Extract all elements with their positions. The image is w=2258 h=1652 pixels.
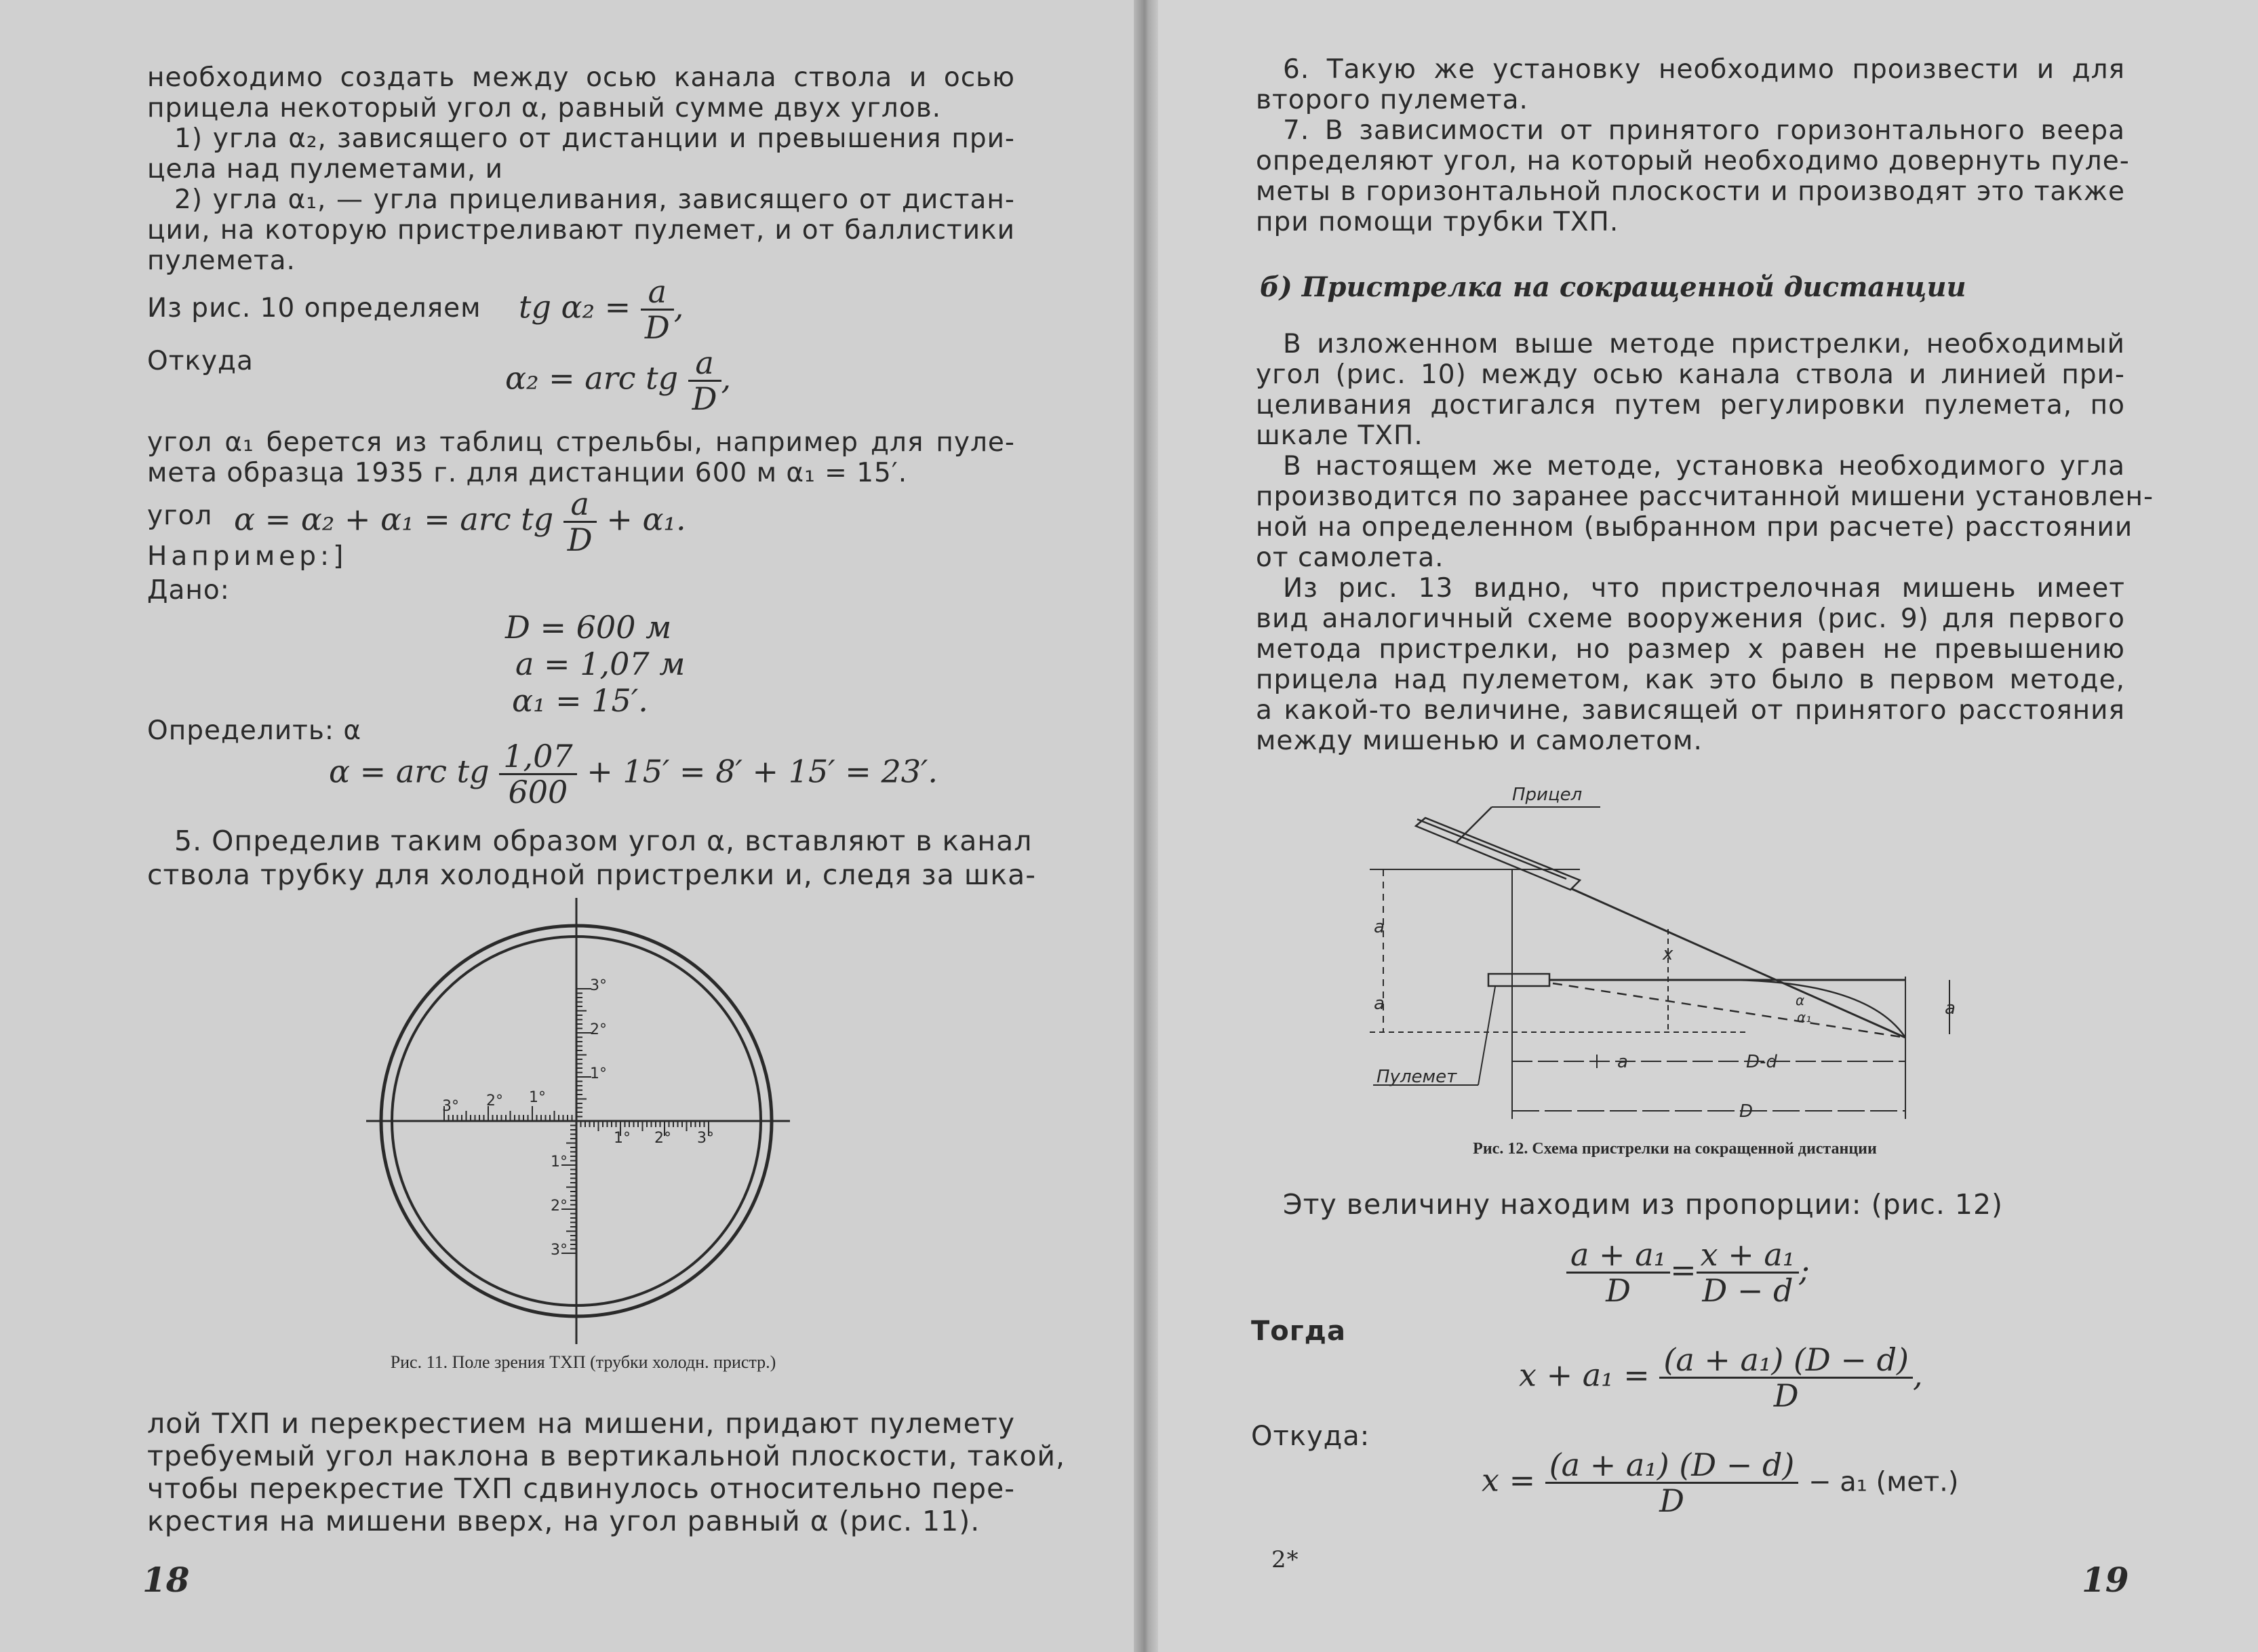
- text-line: лой ТХП и перекрестием на мишени, придают пулемету: [147, 1407, 1015, 1440]
- denominator: D: [1606, 1272, 1631, 1309]
- fig11-label: 3°: [551, 1242, 568, 1259]
- fig12-label-a-top: a: [1374, 917, 1385, 937]
- fig11-label: 1°: [529, 1089, 546, 1106]
- fig12-label-alpha1: α₁: [1797, 1009, 1812, 1025]
- given-line: α₁ = 15′.: [512, 682, 648, 719]
- text-line: ции, на которую пристреливают пулемет, и от баллистики: [147, 215, 1015, 245]
- left-paragraph-step5: [147, 824, 1037, 892]
- formula-tail: ,: [721, 359, 732, 397]
- text-otkuda-right: Откуда:: [1251, 1421, 1370, 1452]
- text-togda: Тогда: [1251, 1316, 1346, 1347]
- text-line: 7. В зависимости от принятого горизонтального веера: [1283, 115, 2125, 146]
- text-dano: Дано:: [147, 575, 230, 606]
- text-line: 1) угла α₂, зависящего от дистанции и превышения при-: [174, 123, 1015, 154]
- text-line: Из рис. 13 видно, что пристрелочная мишень имеет: [1283, 573, 2125, 604]
- text-line: 5. Определив таким образом угол α, вставляют в канал: [174, 825, 1033, 857]
- text-line: от самолета.: [1256, 543, 1444, 573]
- text-line: цела над пулеметами, и: [147, 154, 503, 184]
- fig12-label-a-dim: a: [1617, 1052, 1628, 1072]
- formula-lhs: x + a₁ =: [1519, 1356, 1650, 1394]
- text-line: прицела некоторый угол α, равный сумме двух углов.: [147, 93, 942, 123]
- formula-tail: ,: [1913, 1356, 1923, 1394]
- fraction: [1545, 1448, 1799, 1518]
- denominator: D: [567, 522, 593, 558]
- numerator: a + a₁: [1566, 1238, 1670, 1274]
- numerator: a: [641, 275, 674, 311]
- fig12-label-Dd-dim: D-d: [1746, 1052, 1777, 1072]
- text-iz-ris: Из рис. 10 определяем: [147, 293, 481, 323]
- denominator: D: [644, 309, 670, 346]
- fig11-label: 1°: [551, 1154, 568, 1171]
- text-line: мета образца 1935 г. для дистанции 600 м α₁ = 15′.: [147, 458, 908, 488]
- numerator: a: [563, 487, 597, 523]
- fig12-label-alpha: α: [1796, 992, 1805, 1008]
- formula-x: [1482, 1448, 1958, 1518]
- text-ugol: угол: [147, 500, 213, 531]
- formula-arctg: [505, 346, 731, 416]
- text-line: В настоящем же методе, установка необходимого угла: [1283, 451, 2125, 481]
- given-line: D = 600 м: [505, 609, 672, 646]
- text-line: между мишенью и самолетом.: [1256, 726, 1703, 756]
- fig11-label: 2°: [551, 1198, 568, 1215]
- text-line: вид аналогичный схеме вооружения (рис. 9) для первого: [1256, 604, 2125, 634]
- text-line: прицела над пулеметом, как это было в первом методе,: [1256, 665, 2125, 695]
- fig11-label: 3°: [590, 977, 607, 994]
- fig12-pulemet-leader: [1478, 987, 1495, 1085]
- left-paragraph-angle: [147, 427, 1015, 488]
- formula-tail: + α₁.: [606, 500, 686, 538]
- text-line: определяют угол, на который необходимо довернуть пуле-: [1256, 146, 2130, 176]
- fig12-dashed-trajectory: [1553, 983, 1905, 1038]
- denominator: D: [692, 380, 717, 417]
- text-naprimer: Например:]: [147, 541, 348, 572]
- denominator: D: [1773, 1377, 1799, 1414]
- text-line: угол α₁ берется из таблиц стрельбы, например для пуле-: [147, 427, 1015, 458]
- formula-lhs: α = α₂ + α₁ = arc tg: [234, 500, 554, 538]
- book-spine: [1134, 0, 1158, 1652]
- formula-tail: − a₁ (мет.): [1808, 1466, 1959, 1498]
- fig11-label: 1°: [614, 1130, 631, 1147]
- denominator: D: [1659, 1482, 1684, 1519]
- numerator: a: [688, 346, 721, 382]
- fraction-left: [1566, 1238, 1670, 1307]
- text-line: 6. Такую же установку необходимо произвести и для: [1283, 54, 2125, 85]
- left-paragraph-intro: [147, 62, 1015, 276]
- fraction: [499, 739, 576, 809]
- fig12-label-a-bottom: a: [1374, 994, 1385, 1014]
- numerator: (a + a₁) (D − d): [1659, 1343, 1913, 1379]
- text-line: чтобы перекрестие ТХП сдвинулось относительно пере-: [147, 1472, 1015, 1505]
- fig12-caption: Рис. 12. Схема пристрелки на сокращенной дистанции: [1473, 1140, 1877, 1158]
- fraction: [1659, 1343, 1913, 1413]
- denominator: D − d: [1702, 1272, 1794, 1309]
- formula-tail: ,: [673, 288, 684, 326]
- formula-lhs: tg α₂ =: [519, 288, 631, 326]
- formula-proportion: [1566, 1238, 1810, 1307]
- formula-lhs: α = arc tg: [329, 753, 490, 790]
- fig11-label: 3°: [442, 1098, 459, 1115]
- text-line: крестия на мишени вверх, на угол равный α (рис. 11).: [147, 1505, 981, 1537]
- formula-eq: =: [1670, 1251, 1697, 1289]
- fig11-label: 3°: [697, 1130, 714, 1147]
- text-proportion: Эту величину находим из пропорции: (рис. 12): [1283, 1188, 2004, 1221]
- fig12-label-x: x: [1663, 944, 1673, 964]
- numerator: 1,07: [499, 739, 576, 775]
- fraction-right: [1697, 1238, 1800, 1307]
- text-line: меты в горизонтальной плоскости и производят это также: [1256, 176, 2125, 207]
- text-line: пулемета.: [147, 245, 296, 276]
- fig11-caption: Рис. 11. Поле зрения ТХП (трубки холодн. пристр.): [390, 1352, 776, 1372]
- text-otkuda: Откуда: [147, 346, 254, 376]
- formula-tail: ;: [1799, 1251, 1810, 1289]
- fig12-gun-barrel: [1488, 974, 1549, 986]
- numerator: x + a₁: [1697, 1238, 1800, 1274]
- fig11-field-of-view: [366, 895, 800, 1343]
- fig12-label-pulemet: Пулемет: [1376, 1067, 1457, 1087]
- fig12-diagram: [1376, 780, 1973, 1139]
- formula-result: [329, 739, 938, 809]
- left-page-number: 18: [142, 1560, 190, 1600]
- text-line: второго пулемета.: [1256, 85, 1528, 115]
- fig11-label: 2°: [486, 1093, 503, 1109]
- formula-lhs: x =: [1482, 1461, 1536, 1499]
- section-heading: б) Пристрелка на сокращенной дистанции: [1260, 271, 1966, 303]
- right-paragraph-steps: [1256, 54, 2130, 237]
- fraction: [688, 346, 721, 416]
- text-line: необходимо создать между осью канала ствола и осью: [147, 62, 1015, 93]
- text-line: В изложенном выше методе пристрелки, необходимый: [1283, 329, 2125, 359]
- formula-tail: + 15′ = 8′ + 15′ = 23′.: [587, 753, 938, 790]
- right-paragraph-method: [1256, 329, 2154, 756]
- text-line: шкале ТХП.: [1256, 420, 1423, 451]
- fig11-label: 1°: [590, 1065, 607, 1082]
- fraction: [563, 487, 597, 557]
- formula-lhs: α₂ = arc tg: [505, 359, 679, 397]
- denominator: 600: [508, 774, 568, 810]
- text-line: требуемый угол наклона в вертикальной плоскости, такой,: [147, 1440, 1066, 1472]
- fig12-label-pricel: Прицел: [1512, 785, 1583, 805]
- right-page-number: 19: [2082, 1560, 2129, 1600]
- fraction: [641, 275, 674, 345]
- signature-mark: 2*: [1271, 1546, 1299, 1573]
- fig12-label-D-dim: D: [1739, 1101, 1754, 1122]
- formula-tg-alpha2: [519, 275, 684, 345]
- text-line: производится по заранее рассчитанной мишени установлен-: [1256, 481, 2154, 512]
- text-line: целивания достигался путем регулировки пулемета, по: [1256, 390, 2125, 420]
- given-line: a = 1,07 м: [515, 646, 686, 682]
- left-paragraph-final: [147, 1407, 1066, 1537]
- text-line: метода пристрелки, но размер x равен не превышению: [1256, 634, 2125, 665]
- text-opredelit: Определить: α: [147, 715, 362, 746]
- fig11-label: 2°: [654, 1130, 671, 1147]
- text-line: 2) угла α₁, — угла прицеливания, зависящего от дистан-: [174, 184, 1015, 215]
- text-line: при помощи трубки ТХП.: [1256, 207, 1619, 237]
- text-line: угол (рис. 10) между осью канала ствола и линией при-: [1256, 359, 2125, 390]
- fig11-label: 2°: [590, 1021, 607, 1038]
- given-values: [505, 609, 685, 719]
- text-line: а какой-то величине, зависящей от принятого расстояния: [1256, 695, 2125, 726]
- fig12-label-a-right: a: [1945, 998, 1956, 1019]
- formula-x-plus-a1: [1519, 1343, 1923, 1413]
- text-line: ствола трубку для холодной пристрелки и, следя за шка-: [147, 859, 1037, 891]
- numerator: (a + a₁) (D − d): [1545, 1448, 1799, 1484]
- text-line: ной на определенном (выбранном при расчете) расстоянии: [1256, 512, 2133, 543]
